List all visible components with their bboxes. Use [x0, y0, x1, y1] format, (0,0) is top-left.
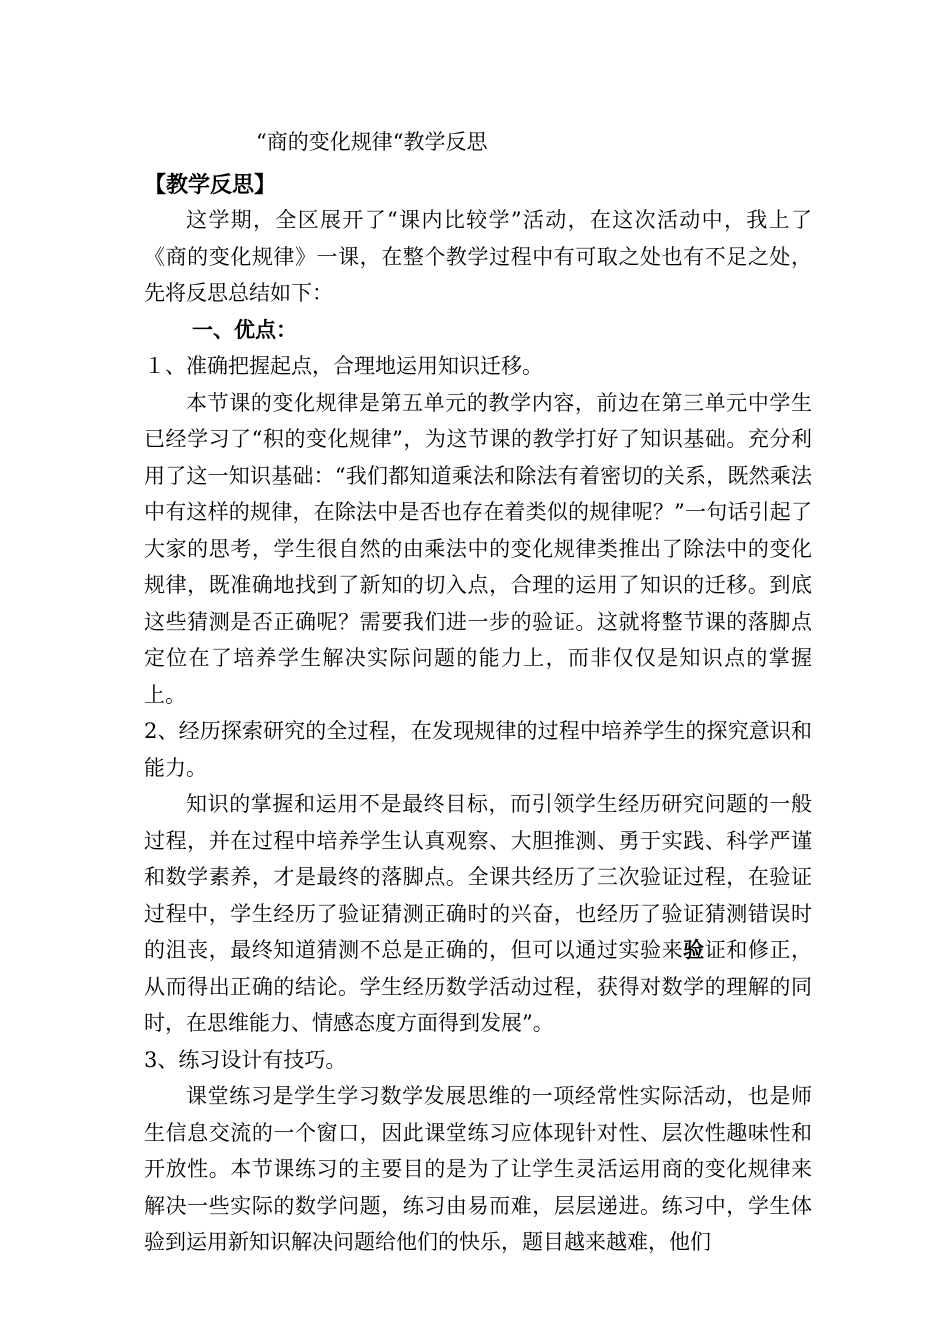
item3-paragraph: 课堂练习是学生学习数学发展思维的一项经常性实际活动，也是师生信息交流的一个窗口，因此课堂练习应体现针对性、层次性趣味性和开放性。本节课练习的主要目的是为了让学生灵活运用商的变化规律来解决一些实际的数学问题，练习由易而难，层层递进。练习中，学生体验到运用新知识解决问题给他们的快乐，题目越来越难，他们 [144, 1084, 812, 1254]
item1-heading: １、准确把握起点，合理地运用知识迁移。 [144, 354, 543, 378]
item2-bold-char: 验 [683, 937, 705, 962]
document-body [144, 202, 812, 1261]
section-heading: 【教学反思】 [144, 172, 277, 198]
item2-text-b: 证和修正，从而得出正确的结论。学生经历数学活动过程，获得对数学的理解的同时，在思维能力、情感态度方面得到发展”。 [144, 938, 813, 1035]
part1-heading: 一、优点： [192, 316, 297, 342]
intro-paragraph: 这学期，全区展开了“课内比较学”活动，在这次活动中，我上了《商的变化规律》一课，在整个教学过程中有可取之处也有不足之处，先将反思总结如下： [144, 208, 812, 305]
document-title: “商的变化规律“教学反思 [256, 130, 488, 154]
item1-paragraph: 本节课的变化规律是第五单元的教学内容，前边在第三单元中学生已经学习了“积的变化规律”，为这节课的教学打好了知识基础。充分利用了这一知识基础：“我们都知道乘法和除法有着密切的关系，既然乘法中有这样的规律，在除法中是否也存在着类似的规律呢？”一句话引起了大家的思考，学生很自然的由乘法中的变化规律类推出了除法中的变化规律，既准确地找到了新知的切入点，合理的运用了知识的迁移。到底这些猜测是否正确呢？需要我们进一步的验证。这就将整节课的落脚点定位在了培养学生解决实际问题的能力上，而非仅仅是知识点的掌握上。 [144, 390, 812, 707]
item2-paragraph [144, 786, 812, 1042]
item3-heading: 3、练习设计有技巧。 [144, 1047, 347, 1072]
item2-heading: 2、经历探索研究的全过程，在发现规律的过程中培养学生的探究意识和能力。 [144, 719, 812, 780]
item2-text-a: 知识的掌握和运用不是最终目标，而引领学生经历研究问题的一般过程，并在过程中培养学生认真观察、大胆推测、勇于实践、科学严谨和数学素养，才是最终的落脚点。全课共经历了三次验证过程，在验证过程中，学生经历了验证猜测正确时的兴奋，也经历了验证猜测错误时的沮丧，最终知道猜测不总是正确的，但可以通过实验来 [144, 792, 812, 962]
